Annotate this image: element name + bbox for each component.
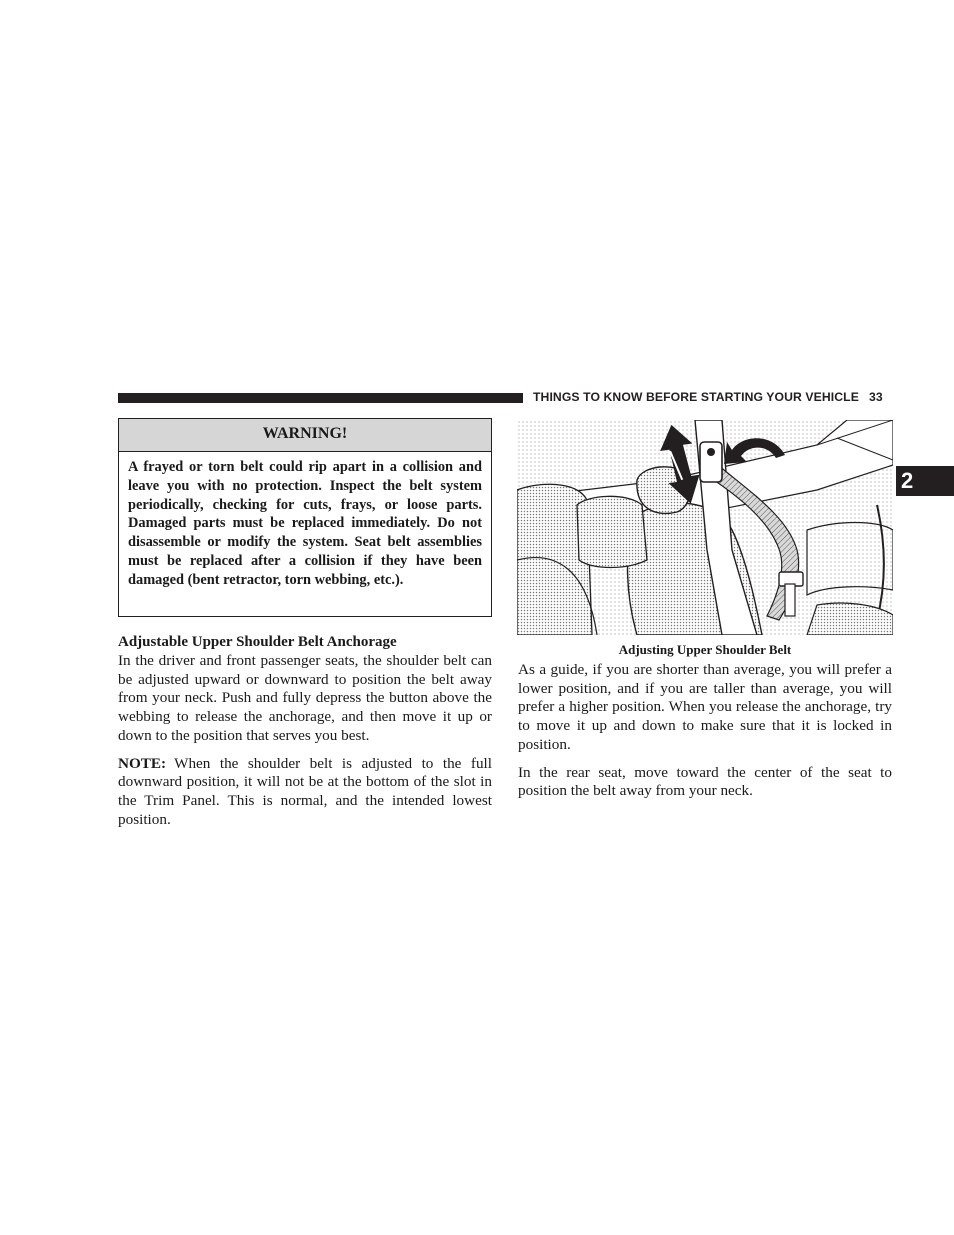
header-rule <box>118 393 523 403</box>
section-heading: Adjustable Upper Shoulder Belt Anchorage <box>118 634 397 650</box>
anchorage-paragraph: In the driver and front passenger seats, the shoulder belt can be adjusted upward or downward to position the belt away from your neck. Push and fully depress the button above the webbing to release the anchorage, and then move it up or down to the position that serves you best. <box>118 652 492 744</box>
warning-body: A frayed or torn belt could rip apart in a collision and leave you with no protection. Inspect the belt system periodically, checking for cuts, frays, or loose parts. Damaged parts must be replaced immediately. Do not disassemble or modify the system. Seat belt assemblies must be replaced after a collision if they have been damaged (bent retractor, torn webbing, etc.). <box>128 459 482 588</box>
left-column <box>118 633 492 829</box>
right-column <box>518 661 892 801</box>
running-header <box>533 390 883 404</box>
figure-caption: Adjusting Upper Shoulder Belt <box>618 642 792 657</box>
note-label: NOTE: <box>118 754 167 772</box>
note-text: When the shoulder belt is adjusted to the full downward position, it will not be at the bottom of the slot in the Trim Panel. This is normal, and the intended lowest position. <box>118 754 492 828</box>
rear-seat-paragraph: In the rear seat, move toward the center of the seat to position the belt away from your neck. <box>518 763 892 800</box>
warning-title: WARNING! <box>119 419 491 452</box>
position-guide-paragraph: As a guide, if you are shorter than average, you will prefer a lower position, and if you are taller than average, you will prefer a higher position. When you release the anchorage, try to move it up and down to make sure that it is locked in position. <box>518 661 892 753</box>
note-paragraph <box>118 755 492 830</box>
page-number: 33 <box>868 390 883 404</box>
section-title: THINGS TO KNOW BEFORE STARTING YOUR VEHICLE <box>533 390 859 404</box>
warning-box <box>118 418 492 617</box>
chapter-tab: 2 <box>896 466 954 496</box>
seat-belt-illustration <box>517 420 893 635</box>
figure-code: ·· <box>863 625 866 630</box>
